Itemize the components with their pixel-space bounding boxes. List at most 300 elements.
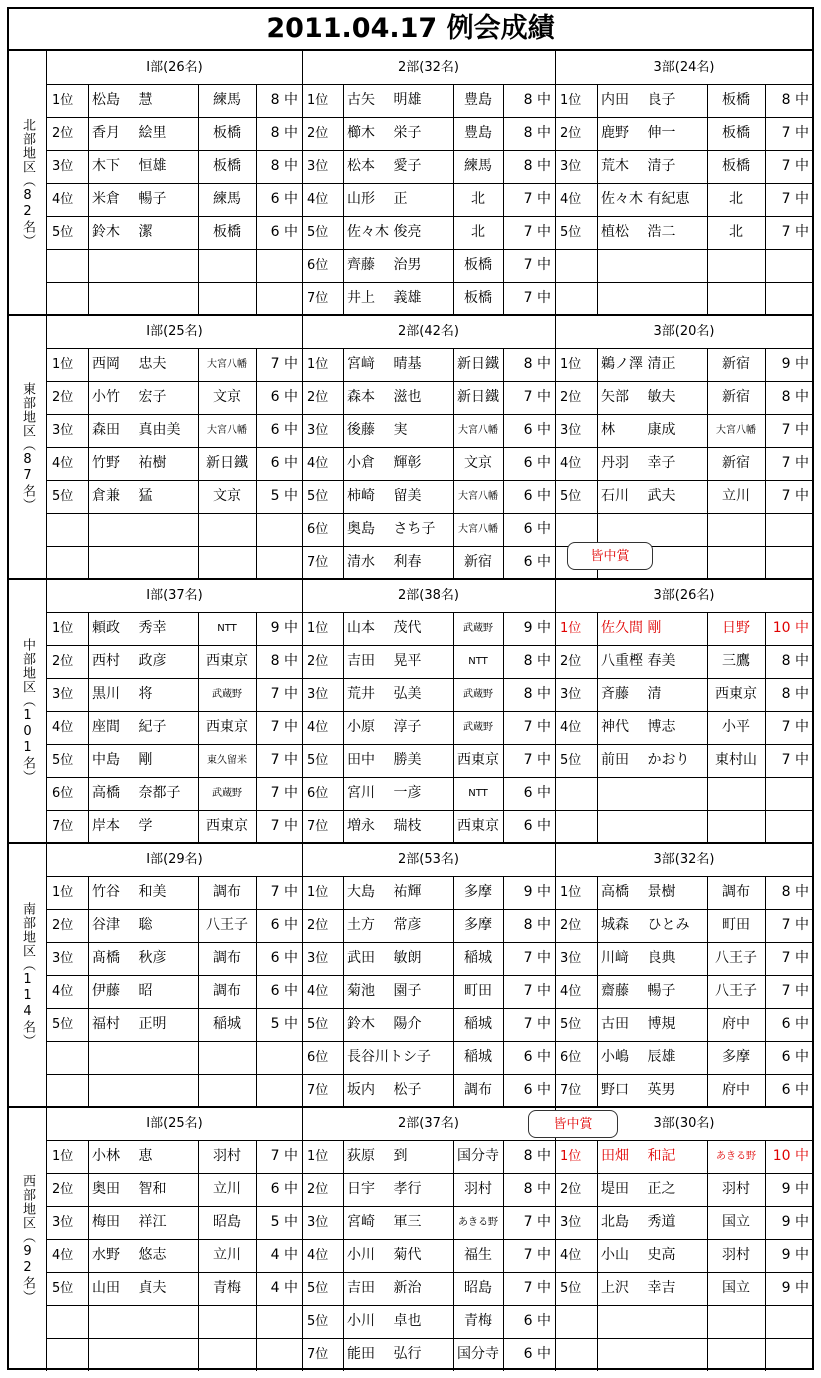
name-cell: 坂内 松子 [347, 1082, 422, 1098]
name-cell: 小倉 輝彰 [347, 455, 422, 471]
region-label [9, 315, 47, 579]
grid-line [597, 1338, 598, 1371]
name-cell: 清水 利春 [347, 554, 422, 570]
club-cell: 町田 [464, 983, 492, 999]
division-header: Ⅰ部(25名) [146, 1116, 203, 1131]
club-cell: 武蔵野 [212, 689, 242, 700]
name-cell: 石川 武夫 [601, 488, 676, 504]
club-cell: 立川 [722, 488, 750, 504]
rank-cell: 5位 [560, 489, 582, 504]
rank-cell: 2位 [52, 654, 74, 669]
award-callout: 皆中賞 [528, 1110, 618, 1138]
score-cell: 8 中 [523, 1181, 551, 1197]
club-cell: 立川 [213, 1247, 241, 1263]
club-cell: 八王子 [206, 917, 248, 933]
score-cell: 6 中 [523, 785, 551, 801]
club-cell: 府中 [722, 1082, 750, 1098]
club-cell: 板橋 [464, 290, 492, 306]
score-cell: 7 中 [523, 1280, 551, 1296]
name-cell: 神代 博志 [601, 719, 676, 735]
grid-line [88, 1338, 89, 1371]
grid-line [47, 1074, 302, 1075]
club-cell: 多摩 [464, 884, 492, 900]
region-label [9, 843, 47, 1107]
club-cell: 新日鐵 [457, 356, 499, 372]
grid-line [256, 1074, 257, 1107]
grid-line [765, 1338, 766, 1371]
name-cell: 梅田 祥江 [92, 1214, 167, 1230]
rank-cell: 4位 [52, 1248, 74, 1263]
name-cell: 谷津 聡 [92, 917, 153, 933]
name-cell: 竹野 祐樹 [92, 455, 167, 471]
grid-line [765, 282, 766, 315]
grid-line [198, 249, 199, 282]
score-cell: 9 中 [781, 1181, 809, 1197]
division-header: 3部(30名) [653, 1116, 715, 1131]
club-cell: 三鷹 [722, 653, 750, 669]
score-cell: 8 中 [781, 686, 809, 702]
rank-cell: 3位 [52, 951, 74, 966]
rank-cell: 1位 [307, 621, 329, 636]
score-cell: 6 中 [523, 422, 551, 438]
grid-line [47, 513, 302, 514]
score-cell: 6 中 [270, 422, 298, 438]
rank-cell: 4位 [560, 456, 582, 471]
name-cell: 田中 勝美 [347, 752, 422, 768]
score-cell: 7 中 [523, 191, 551, 207]
name-cell: 米倉 暢子 [92, 191, 167, 207]
name-cell: 宮川 一彦 [347, 785, 422, 801]
score-cell: 8 中 [270, 653, 298, 669]
rank-cell: 2位 [52, 1182, 74, 1197]
award-callout: 皆中賞 [567, 542, 653, 570]
score-cell: 7 中 [523, 1214, 551, 1230]
score-cell: 7 中 [270, 884, 298, 900]
region-label [9, 1107, 47, 1371]
score-cell: 7 中 [781, 917, 809, 933]
grid-line [47, 546, 302, 547]
score-cell: 8 中 [523, 917, 551, 933]
grid-line [47, 1305, 302, 1306]
name-cell: 小竹 宏子 [92, 389, 167, 405]
club-cell: 調布 [213, 884, 241, 900]
club-cell: NTT [468, 656, 488, 667]
club-cell: 日野 [722, 620, 750, 636]
name-cell: 八重樫 春美 [601, 653, 676, 669]
grid-line [47, 249, 302, 250]
rank-cell: 5位 [52, 753, 74, 768]
score-cell: 8 中 [523, 125, 551, 141]
name-cell: 小嶋 辰雄 [601, 1049, 676, 1065]
rank-cell: 4位 [52, 720, 74, 735]
rank-cell: 2位 [52, 390, 74, 405]
division-header: 2部(53名) [398, 852, 459, 867]
club-cell: 昭島 [213, 1214, 241, 1230]
name-cell: 森本 滋也 [347, 389, 422, 405]
name-cell: 鹿野 伸一 [601, 125, 676, 141]
rank-cell: 1位 [560, 885, 582, 900]
score-cell: 7 中 [781, 224, 809, 240]
grid-line [765, 810, 766, 843]
rank-cell: 5位 [560, 753, 582, 768]
division-header: 2部(38名) [398, 588, 459, 603]
score-cell: 6 中 [523, 488, 551, 504]
grid-line [88, 513, 89, 546]
name-cell: 櫛木 栄子 [347, 125, 422, 141]
grid-line [555, 810, 813, 811]
score-cell: 7 中 [781, 752, 809, 768]
name-cell: 山形 正 [347, 191, 408, 207]
club-cell: 稲城 [464, 1049, 492, 1065]
club-cell: 国立 [722, 1214, 750, 1230]
score-cell: 8 中 [781, 653, 809, 669]
region-label-text: 北部地区（82名） [20, 118, 35, 248]
name-cell: 内田 良子 [601, 92, 676, 108]
name-cell: 松島 慧 [92, 92, 153, 108]
region-label-text: 東部地区（87名） [20, 382, 35, 512]
division-header: 3部(32名) [653, 852, 715, 867]
grid-line [555, 249, 813, 250]
division-header: 3部(20名) [653, 324, 715, 339]
club-cell: 青梅 [213, 1280, 241, 1296]
name-cell: 荻原 到 [347, 1148, 408, 1164]
grid-line [47, 282, 302, 283]
name-cell: 小川 卓也 [347, 1313, 422, 1329]
grid-line [707, 1305, 708, 1338]
club-cell: 北 [471, 191, 485, 207]
score-cell: 6 中 [523, 1346, 551, 1362]
score-cell: 6 中 [270, 950, 298, 966]
score-cell: 7 中 [270, 818, 298, 834]
club-cell: 武蔵野 [463, 689, 493, 700]
rank-cell: 1位 [52, 357, 74, 372]
score-cell: 7 中 [781, 983, 809, 999]
score-cell: 6 中 [270, 455, 298, 471]
rank-cell: 3位 [307, 423, 329, 438]
score-cell: 7 中 [523, 1247, 551, 1263]
name-cell: 佐々木 俊亮 [347, 224, 422, 240]
club-cell: 稲城 [464, 1016, 492, 1032]
score-cell: 8 中 [270, 92, 298, 108]
name-cell: 高橋 景樹 [601, 884, 676, 900]
name-cell: 前田 かおり [601, 752, 690, 768]
club-cell: 西東京 [715, 686, 757, 702]
name-cell: 吉田 晃平 [347, 653, 422, 669]
score-cell: 9 中 [270, 620, 298, 636]
rank-cell: 5位 [307, 489, 329, 504]
rank-cell: 4位 [307, 1248, 329, 1263]
club-cell: 昭島 [464, 1280, 492, 1296]
name-cell: 山本 茂代 [347, 620, 422, 636]
rank-cell: 2位 [560, 654, 582, 669]
score-cell: 6 中 [523, 455, 551, 471]
name-cell: 土方 常彦 [347, 917, 422, 933]
rank-cell: 6位 [52, 786, 74, 801]
score-cell: 7 中 [523, 983, 551, 999]
rank-cell: 6位 [560, 1050, 582, 1065]
grid-line [88, 1305, 89, 1338]
club-cell: 国立 [722, 1280, 750, 1296]
club-cell: 東村山 [715, 752, 757, 768]
club-cell: 北 [729, 224, 743, 240]
name-cell: 西岡 忠夫 [92, 356, 167, 372]
rank-cell: 7位 [52, 819, 74, 834]
rank-cell: 1位 [52, 93, 74, 108]
name-cell: 増永 瑞枝 [347, 818, 422, 834]
division-header: Ⅰ部(25名) [146, 324, 203, 339]
grid-line [707, 1338, 708, 1371]
score-cell: 7 中 [270, 686, 298, 702]
name-cell: 荒木 清子 [601, 158, 676, 174]
club-cell: 板橋 [722, 125, 750, 141]
grid-line [256, 546, 257, 579]
rank-cell: 4位 [307, 456, 329, 471]
rank-cell: 2位 [560, 126, 582, 141]
name-cell: 小原 淳子 [347, 719, 422, 735]
club-cell: 西東京 [457, 818, 499, 834]
grid-line [88, 546, 89, 579]
name-cell: 小山 史高 [601, 1247, 676, 1263]
club-cell: 西東京 [206, 818, 248, 834]
score-cell: 10 中 [772, 620, 809, 636]
division-header: Ⅰ部(37名) [146, 588, 203, 603]
score-cell: 8 中 [781, 884, 809, 900]
region-label [9, 579, 47, 843]
name-cell: 鈴木 潔 [92, 224, 153, 240]
grid-line [47, 1338, 302, 1339]
rank-cell: 5位 [52, 1017, 74, 1032]
rank-cell: 4位 [560, 1248, 582, 1263]
division-header: 2部(32名) [398, 60, 459, 75]
grid-line [555, 777, 813, 778]
score-cell: 7 中 [270, 752, 298, 768]
grid-line [597, 249, 598, 282]
club-cell: 武蔵野 [463, 623, 493, 634]
club-cell: 文京 [213, 488, 241, 504]
score-cell: 5 中 [270, 1016, 298, 1032]
club-cell: 調布 [722, 884, 750, 900]
club-cell: 調布 [464, 1082, 492, 1098]
region-label-text: 西部地区（92名） [20, 1174, 35, 1304]
rank-cell: 2位 [560, 918, 582, 933]
score-cell: 7 中 [523, 224, 551, 240]
name-cell: 大島 祐輝 [347, 884, 422, 900]
grid-line [707, 777, 708, 810]
score-cell: 9 中 [523, 620, 551, 636]
name-cell: 竹谷 和美 [92, 884, 167, 900]
score-cell: 7 中 [523, 752, 551, 768]
score-cell: 7 中 [781, 719, 809, 735]
rank-cell: 6位 [307, 1050, 329, 1065]
club-cell: 練馬 [464, 158, 492, 174]
score-cell: 6 中 [781, 1016, 809, 1032]
name-cell: 奥田 智和 [92, 1181, 167, 1197]
score-cell: 6 中 [270, 224, 298, 240]
rank-cell: 1位 [307, 93, 329, 108]
score-cell: 7 中 [781, 455, 809, 471]
club-cell: 国分寺 [457, 1346, 499, 1362]
name-cell: 古田 博規 [601, 1016, 676, 1032]
score-cell: 8 中 [781, 92, 809, 108]
rank-cell: 5位 [560, 1017, 582, 1032]
rank-cell: 2位 [52, 918, 74, 933]
club-cell: 文京 [213, 389, 241, 405]
rank-cell: 1位 [52, 1149, 74, 1164]
score-cell: 7 中 [523, 719, 551, 735]
name-cell: 小川 菊代 [347, 1247, 422, 1263]
grid-line [256, 513, 257, 546]
club-cell: 八王子 [715, 983, 757, 999]
name-cell: 齋藤 暢子 [601, 983, 676, 999]
score-cell: 6 中 [270, 191, 298, 207]
score-cell: 7 中 [270, 785, 298, 801]
score-cell: 8 中 [523, 158, 551, 174]
score-cell: 7 中 [781, 488, 809, 504]
region-label-text: 南部地区（114名） [20, 902, 35, 1048]
score-cell: 7 中 [523, 950, 551, 966]
rank-cell: 5位 [307, 1017, 329, 1032]
rank-cell: 1位 [560, 93, 582, 108]
club-cell: 大宮八幡 [207, 425, 247, 436]
name-cell: 西村 政彦 [92, 653, 167, 669]
club-cell: 八王子 [715, 950, 757, 966]
grid-line [88, 1074, 89, 1107]
rank-cell: 3位 [560, 951, 582, 966]
name-cell: 奥島 さち子 [347, 521, 436, 537]
score-cell: 9 中 [781, 1280, 809, 1296]
score-cell: 6 中 [270, 389, 298, 405]
grid-line [256, 282, 257, 315]
rank-cell: 4位 [52, 456, 74, 471]
rank-cell: 5位 [307, 225, 329, 240]
club-cell: 新日鐵 [457, 389, 499, 405]
rank-cell: 1位 [560, 1149, 582, 1164]
name-cell: 宮崎 軍三 [347, 1214, 422, 1230]
grid-line [198, 1305, 199, 1338]
grid-line [707, 282, 708, 315]
grid-line [707, 810, 708, 843]
score-cell: 8 中 [270, 158, 298, 174]
club-cell: あきる野 [458, 1217, 498, 1228]
rank-cell: 7位 [307, 1347, 329, 1362]
score-cell: 6 中 [523, 1313, 551, 1329]
club-cell: 文京 [464, 455, 492, 471]
grid-line [88, 1041, 89, 1074]
grid-line [555, 513, 813, 514]
rank-cell: 7位 [307, 291, 329, 306]
score-cell: 5 中 [270, 488, 298, 504]
rank-cell: 3位 [52, 159, 74, 174]
club-cell: NTT [468, 788, 488, 799]
score-cell: 6 中 [523, 1082, 551, 1098]
rank-cell: 1位 [560, 357, 582, 372]
club-cell: 調布 [213, 983, 241, 999]
name-cell: 北島 秀道 [601, 1214, 676, 1230]
name-cell: 古矢 明雄 [347, 92, 422, 108]
name-cell: 柿崎 留美 [347, 488, 422, 504]
club-cell: 大宮八幡 [458, 425, 498, 436]
grid-line [88, 249, 89, 282]
name-cell: 宮﨑 晴基 [347, 356, 422, 372]
rank-cell: 1位 [307, 1149, 329, 1164]
score-cell: 6 中 [270, 1181, 298, 1197]
rank-cell: 2位 [307, 1182, 329, 1197]
name-cell: 吉田 新治 [347, 1280, 422, 1296]
name-cell: 丹羽 幸子 [601, 455, 676, 471]
name-cell: 岸本 学 [92, 818, 153, 834]
club-cell: 板橋 [213, 158, 241, 174]
score-cell: 7 中 [523, 1016, 551, 1032]
grid-line [707, 249, 708, 282]
score-cell: 8 中 [270, 125, 298, 141]
rank-cell: 4位 [307, 720, 329, 735]
name-cell: 矢部 敏夫 [601, 389, 676, 405]
club-cell: 多摩 [464, 917, 492, 933]
rank-cell: 2位 [560, 1182, 582, 1197]
score-cell: 9 中 [781, 1247, 809, 1263]
score-cell: 6 中 [523, 818, 551, 834]
club-cell: 板橋 [722, 92, 750, 108]
rank-cell: 7位 [307, 1083, 329, 1098]
score-cell: 6 中 [781, 1049, 809, 1065]
name-cell: 斉藤 清 [601, 686, 662, 702]
rank-cell: 6位 [307, 522, 329, 537]
region-label-text: 中部地区（101名） [20, 638, 35, 784]
rank-cell: 3位 [307, 1215, 329, 1230]
club-cell: 武蔵野 [463, 722, 493, 733]
rank-cell: 4位 [560, 984, 582, 999]
rank-cell: 2位 [307, 918, 329, 933]
club-cell: 豊島 [464, 125, 492, 141]
score-cell: 9 中 [781, 356, 809, 372]
name-cell: 水野 悠志 [92, 1247, 167, 1263]
division-header: Ⅰ部(26名) [146, 60, 203, 75]
score-cell: 7 中 [270, 356, 298, 372]
club-cell: 大宮八幡 [716, 425, 756, 436]
name-cell: 中島 剛 [92, 752, 153, 768]
rank-cell: 5位 [52, 489, 74, 504]
club-cell: 府中 [722, 1016, 750, 1032]
rank-cell: 5位 [307, 1281, 329, 1296]
name-cell: 林 康成 [601, 422, 676, 438]
rank-cell: 1位 [307, 885, 329, 900]
grid-line [256, 1338, 257, 1371]
division-header: Ⅰ部(29名) [146, 852, 203, 867]
grid-line [765, 1305, 766, 1338]
rank-cell: 4位 [560, 720, 582, 735]
name-cell: 小林 恵 [92, 1148, 153, 1164]
club-cell: 新宿 [464, 554, 492, 570]
rank-cell: 1位 [307, 357, 329, 372]
score-cell: 6 中 [781, 1082, 809, 1098]
club-cell: NTT [217, 623, 237, 634]
page-title: 2011.04.17 例会成績 [7, 7, 814, 51]
grid-line [88, 282, 89, 315]
name-cell: 長谷川トシ子 [347, 1049, 431, 1065]
rank-cell: 3位 [307, 951, 329, 966]
name-cell: 武田 敏朗 [347, 950, 422, 966]
grid-line [707, 546, 708, 579]
score-cell: 6 中 [523, 521, 551, 537]
score-cell: 8 中 [523, 92, 551, 108]
club-cell: 新宿 [722, 455, 750, 471]
rank-cell: 3位 [560, 159, 582, 174]
score-cell: 9 中 [781, 1214, 809, 1230]
name-cell: 佐久間 剛 [601, 620, 662, 636]
club-cell: 羽村 [722, 1247, 750, 1263]
rank-cell: 4位 [307, 984, 329, 999]
club-cell: 大宮八幡 [458, 524, 498, 535]
